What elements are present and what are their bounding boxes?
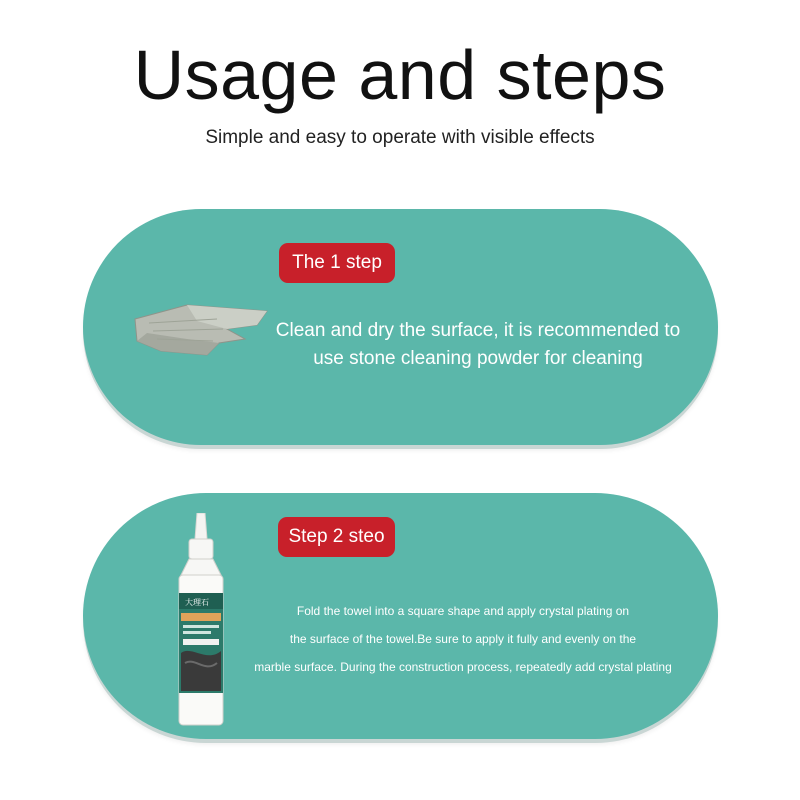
step-2-description: [253, 597, 673, 681]
bottle-label-text: 大理石: [185, 598, 209, 607]
step-1-card: [83, 209, 718, 445]
page-title: Usage and steps: [133, 36, 667, 114]
step-1-description: Clean and dry the surface, it is recommended to use stone cleaning powder for cleaning: [275, 320, 681, 369]
towel-icon: [127, 299, 277, 359]
bottle-icon: [171, 513, 231, 733]
step-2-description-line: marble surface. During the construction process, repeatedly add crystal plating: [254, 660, 672, 674]
page-subtitle: Simple and easy to operate with visible effects: [205, 127, 595, 148]
step-2-description-line: the surface of the towel.Be sure to apply it fully and evenly on the: [289, 632, 637, 646]
step-1-badge: The 1 step: [279, 243, 395, 283]
step-2-description-line: Fold the towel into a square shape and apply crystal plating on: [296, 604, 630, 618]
step-2-badge: Step 2 steo: [278, 517, 395, 557]
step-2-card: [83, 493, 718, 739]
